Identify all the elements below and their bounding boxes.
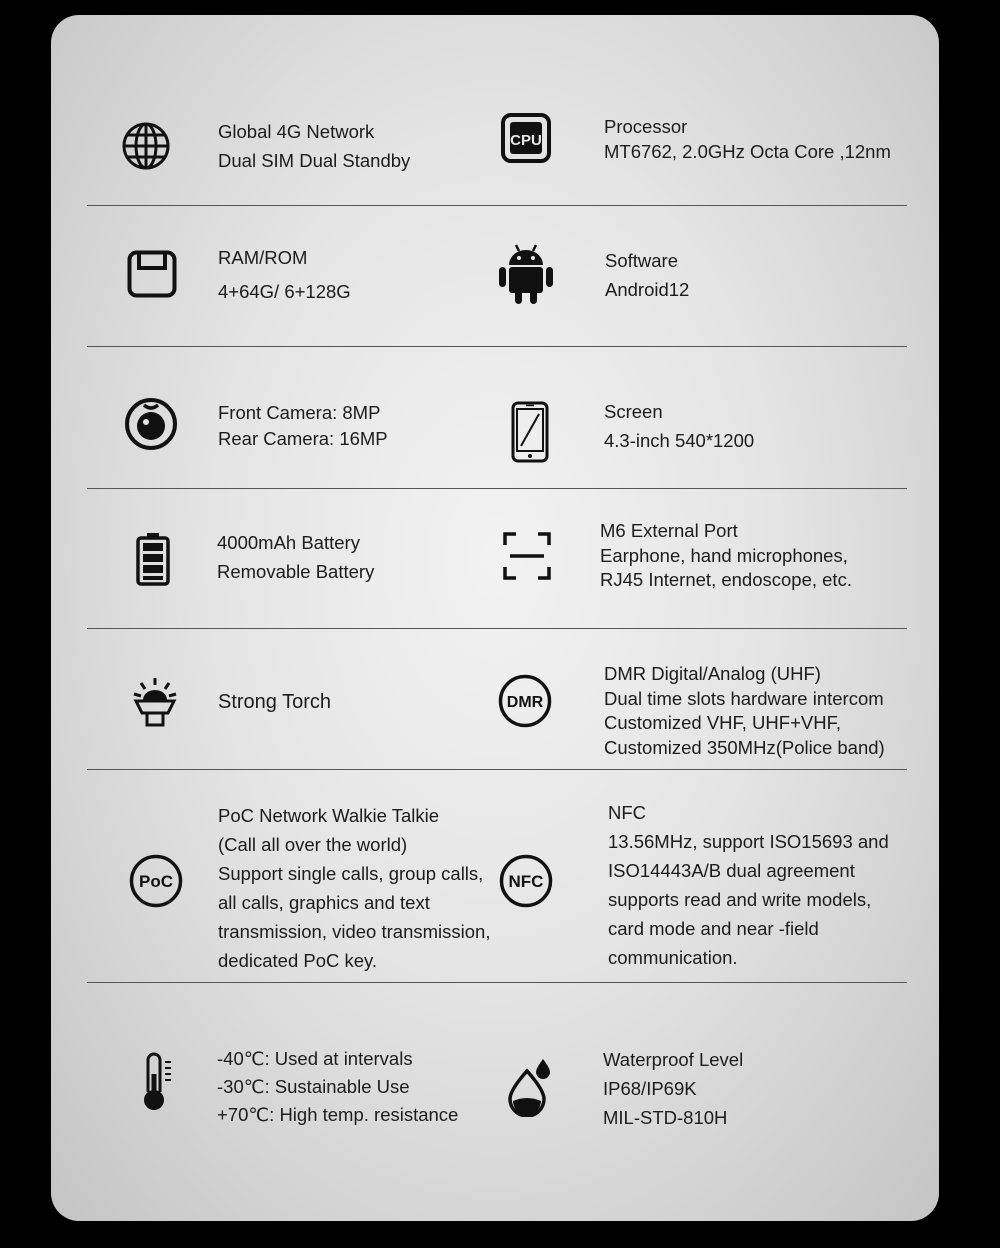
feature-line: Global 4G Network <box>218 121 375 142</box>
row-divider <box>87 205 907 206</box>
feature-line: DMR Digital/Analog (UHF) <box>604 663 821 684</box>
feature-line: (Call all over the world) <box>218 834 408 855</box>
feature-line: Strong Torch <box>218 691 332 713</box>
feature-line: dedicated PoC key. <box>218 950 378 971</box>
feature-line: Software <box>605 250 679 271</box>
nfc-icon <box>494 849 558 913</box>
feature-line: RAM/ROM <box>218 247 308 268</box>
feature-line: 4.3-inch 540*1200 <box>604 430 755 451</box>
feature-line: 4+64G/ 6+128G <box>218 281 351 302</box>
feature-line: MIL-STD-810H <box>603 1107 728 1128</box>
feature-line: Rear Camera: 16MP <box>218 428 388 449</box>
battery-icon <box>121 527 185 591</box>
poc-icon-label: PoC <box>139 872 173 891</box>
feature-battery <box>217 528 374 586</box>
feature-line: all calls, graphics and text <box>218 892 430 913</box>
globe-icon <box>114 114 178 178</box>
cpu-icon-label: CPU <box>510 132 542 149</box>
dmr-icon <box>493 669 557 733</box>
feature-network <box>218 117 410 175</box>
feature-line: Customized VHF, UHF+VHF, <box>604 712 841 733</box>
row-divider <box>87 769 907 770</box>
feature-line: Dual time slots hardware intercom <box>604 687 884 709</box>
feature-line: 13.56MHz, support ISO15693 and <box>608 831 889 852</box>
feature-line: Waterproof Level <box>603 1049 744 1070</box>
thermometer-icon <box>125 1050 189 1114</box>
memory-card-icon <box>120 242 184 306</box>
feature-dmr <box>604 662 885 760</box>
feature-external-port <box>600 519 852 593</box>
feature-line: Removable Battery <box>217 561 375 582</box>
feature-poc <box>218 801 490 975</box>
feature-processor <box>604 115 891 164</box>
feature-line: communication. <box>608 947 738 968</box>
torch-icon <box>123 670 187 734</box>
feature-line: PoC Network Walkie Talkie <box>218 805 440 826</box>
feature-line: Dual SIM Dual Standby <box>218 150 411 171</box>
feature-camera <box>218 400 388 452</box>
feature-line: -30℃: Sustainable Use <box>217 1076 410 1097</box>
row-divider <box>87 628 907 629</box>
feature-torch <box>218 688 331 717</box>
feature-line: Front Camera: 8MP <box>218 402 381 423</box>
android-icon <box>494 241 558 305</box>
feature-line: Android12 <box>605 279 690 300</box>
feature-line: NFC <box>608 802 647 823</box>
external-port-icon <box>495 524 559 588</box>
feature-line: IP68/IP69K <box>603 1078 697 1099</box>
dmr-icon-label: DMR <box>506 694 544 711</box>
spec-card <box>51 15 939 1221</box>
feature-waterproof <box>603 1045 743 1132</box>
feature-line: +70℃: High temp. resistance <box>217 1104 459 1125</box>
waterproof-icon <box>498 1055 562 1119</box>
poc-icon <box>124 849 188 913</box>
feature-line: MT6762, 2.0GHz Octa Core ,12nm <box>604 140 891 162</box>
row-divider <box>87 982 907 983</box>
feature-line: Screen <box>604 401 663 422</box>
row-divider <box>87 488 907 489</box>
camera-icon <box>119 392 183 456</box>
feature-temperature <box>217 1045 458 1129</box>
phone-screen-icon <box>498 400 562 464</box>
feature-line: -40℃: Used at intervals <box>217 1048 413 1069</box>
feature-line: transmission, video transmission, <box>218 921 491 942</box>
feature-line: supports read and write models, <box>608 889 872 910</box>
feature-line: Customized 350MHz(Police band) <box>604 736 885 758</box>
feature-screen <box>604 397 754 455</box>
feature-line: Earphone, hand microphones, <box>600 544 848 566</box>
feature-line: Support single calls, group calls, <box>218 863 484 884</box>
feature-line: ISO14443A/B dual agreement <box>608 860 855 881</box>
feature-line: card mode and near -field <box>608 918 819 939</box>
nfc-icon-label: NFC <box>508 872 544 891</box>
feature-ram-rom <box>218 241 351 309</box>
feature-line: 4000mAh Battery <box>217 532 360 553</box>
feature-line: Processor <box>604 116 688 137</box>
feature-line: RJ45 Internet, endoscope, etc. <box>600 569 852 590</box>
feature-nfc <box>608 798 889 972</box>
row-divider <box>87 346 907 347</box>
feature-software <box>605 246 689 304</box>
cpu-icon <box>494 106 558 170</box>
feature-line: M6 External Port <box>600 520 738 541</box>
